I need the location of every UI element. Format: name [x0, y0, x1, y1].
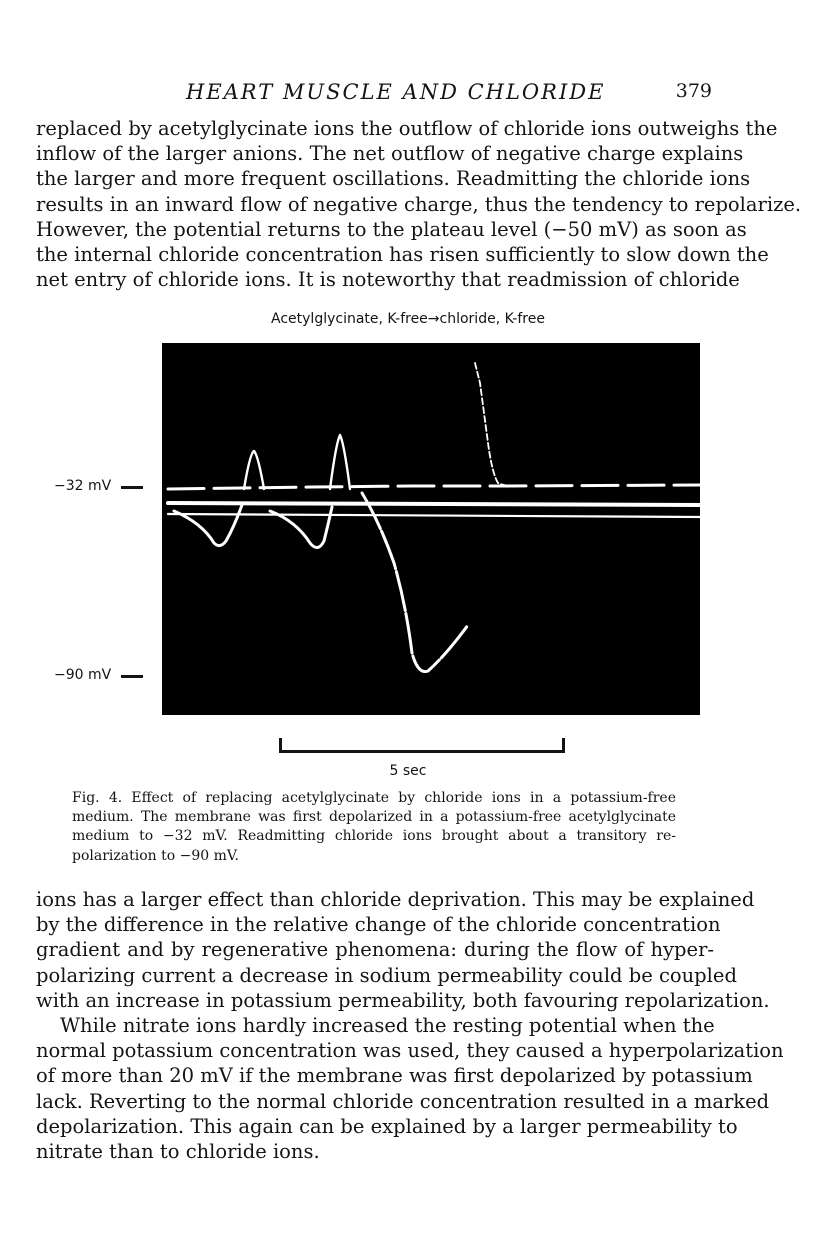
- trace-spike-1: [244, 451, 264, 489]
- voltage-tick-bottom: [121, 675, 143, 678]
- voltage-label-top: −32 mV: [54, 478, 112, 494]
- figure-title: Acetylglycinate, K-free→chloride, K-free: [271, 311, 545, 327]
- paragraph-1: [36, 116, 802, 292]
- trace-transient: [475, 363, 522, 486]
- voltage-label-bottom: −90 mV: [54, 667, 112, 683]
- voltage-tick-top: [121, 486, 143, 489]
- text-line: results in an inward flow of negative charge, thus the tendency to repolarize.: [36, 192, 802, 216]
- text-line: ions has a larger effect than chloride deprivation. This may be explained: [36, 888, 755, 911]
- page-number: 379: [675, 80, 712, 102]
- text-line: lack. Reverting to the normal chloride concentration resulted in a marked: [36, 1089, 770, 1113]
- caption-line: medium to −32 mV. Readmitting chloride ions brought about a transitory re-: [72, 828, 676, 845]
- text-line: net entry of chloride ions. It is noteworthy that readmission of chloride: [36, 268, 740, 292]
- caption-line: polarization to −90 mV.: [72, 847, 239, 864]
- text-line: normal potassium concentration was used, they caused a hyperpolarization: [36, 1039, 784, 1063]
- trace-spike-2: [330, 435, 350, 489]
- text-line: polarizing current a decrease in sodium permeability could be coupled: [36, 963, 737, 987]
- text-line: replaced by acetylglycinate ions the outflow of chloride ions outweighs the: [36, 117, 778, 140]
- text-line: gradient and by regenerative phenomena: during the flow of hyper-: [36, 938, 714, 962]
- trace-dip-1: [174, 505, 242, 546]
- text-line: the internal chloride concentration has risen sufficiently to slow down the: [36, 243, 769, 267]
- running-title: HEART MUSCLE AND CHLORIDE: [186, 80, 606, 104]
- trace-lower-band-2: [168, 514, 700, 517]
- trace-lower-band: [168, 503, 700, 505]
- caption-line: Fig. 4. Effect of replacing acetylglycinate by chloride ions in a potassium-free: [72, 790, 676, 806]
- trace-readmission: [362, 493, 468, 672]
- text-line: inflow of the larger anions. The net outflow of negative charge explains: [36, 142, 744, 166]
- text-line: the larger and more frequent oscillations. Readmitting the chloride ions: [36, 167, 751, 191]
- scale-bar-right-end: [562, 738, 565, 753]
- oscilloscope-trace: [162, 343, 700, 715]
- text-line: nitrate than to chloride ions.: [36, 1140, 320, 1164]
- time-scale-bar: [279, 738, 565, 753]
- text-line: While nitrate ions hardly increased the resting potential when the: [60, 1014, 715, 1037]
- figure-caption: [72, 789, 676, 866]
- paragraph-2: [36, 887, 770, 1013]
- text-line: depolarization. This again can be explained by a larger permeability to: [36, 1114, 738, 1138]
- text-line: However, the potential returns to the plateau level (−50 mV) as soon as: [36, 217, 747, 241]
- trace-svg: [162, 343, 700, 715]
- trace-upper-baseline: [168, 485, 700, 489]
- trace-dip-2: [270, 507, 332, 548]
- text-line: of more than 20 mV if the membrane was first depolarized by potassium: [36, 1064, 753, 1088]
- paragraph-3: [36, 1013, 784, 1164]
- time-scale-label: 5 sec: [389, 763, 427, 779]
- text-line: by the difference in the relative change of the chloride concentration: [36, 913, 721, 937]
- text-line: with an increase in potassium permeability, both favouring repolarization.: [36, 988, 770, 1012]
- caption-line: medium. The membrane was first depolarized in a potassium-free acetylglycinate: [72, 809, 676, 826]
- page-header: [36, 80, 716, 110]
- scale-bar-line: [279, 750, 565, 753]
